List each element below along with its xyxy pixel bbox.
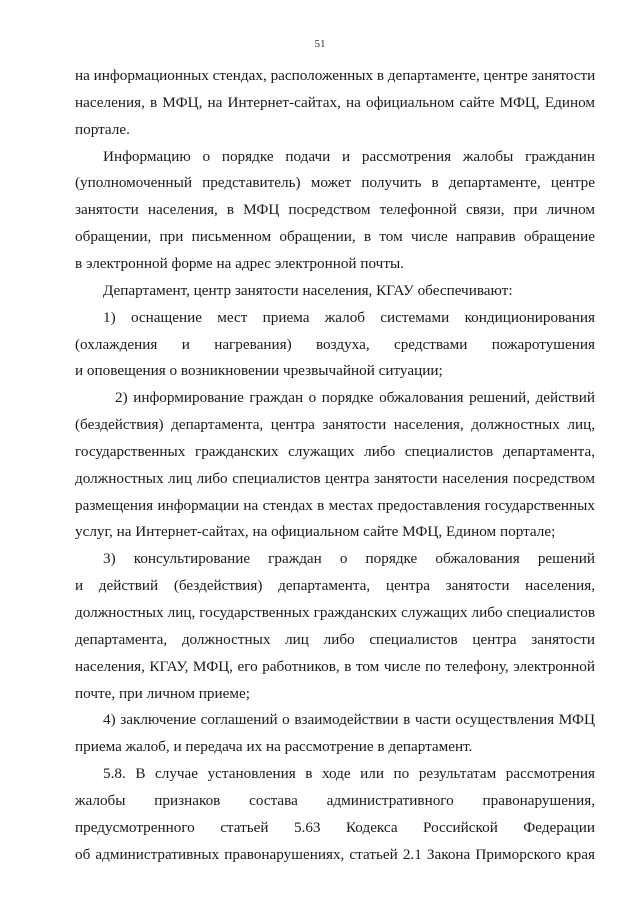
text-line: размещения информации на стендах в местах предоставления государственных xyxy=(75,496,595,514)
text-line: (охлаждения и нагревания) воздуха, средствами пожаротушения xyxy=(75,335,595,353)
text-line: государственных гражданских служащих либо специалистов департамента, xyxy=(75,442,595,460)
text-line: занятости населения, в МФЦ посредством телефонной связи, при личном xyxy=(75,201,595,219)
text-line: 4) заключение соглашений о взаимодействии в части осуществления МФЦ xyxy=(103,711,595,729)
text-line: на информационных стендах, расположенных в департаменте, центре занятости xyxy=(75,67,596,84)
text-line: и действий (бездействия) департамента, центра занятости населения, xyxy=(75,577,595,595)
text-line: приема жалоб, и передача их на рассмотрение в департамент. xyxy=(75,738,473,756)
text-line: Информацию о порядке подачи и рассмотрения жалобы гражданин xyxy=(103,147,595,165)
text-line: 5.8. В случае установления в ходе или по результатам рассмотрения xyxy=(103,765,595,783)
text-line: обращении, при письменном обращении, в том числе направив обращение xyxy=(75,228,595,246)
text-line: портале. xyxy=(75,120,130,138)
text-line: 1) оснащение мест приема жалоб системами кондиционирования xyxy=(103,308,595,326)
text-line: почте, при личном приеме; xyxy=(75,684,250,702)
text-line: (бездействия) департамента, центра занятости населения, должностных лиц, xyxy=(75,416,595,434)
text-line: должностных лиц, государственных гражданских служащих либо специалистов xyxy=(75,604,595,621)
text-line: Департамент, центр занятости населения, КГАУ обеспечивают: xyxy=(103,281,513,299)
text-line: и оповещения о возникновении чрезвычайной ситуации; xyxy=(75,362,443,380)
page-number: 51 xyxy=(314,38,326,50)
text-line: (уполномоченный представитель) может получить в департаменте, центре xyxy=(75,174,595,192)
text-line: предусмотренного статьей 5.63 Кодекса Российской Федерации xyxy=(75,818,595,836)
text-line: в электронной форме на адрес электронной почты. xyxy=(75,254,404,272)
text-line: жалобы признаков состава административного правонарушения, xyxy=(75,791,595,809)
text-line: департамента, должностных лиц либо специалистов центра занятости xyxy=(75,630,595,648)
text-line: услуг, на Интернет-сайтах, на официальном сайте МФЦ, Едином портале; xyxy=(75,523,556,541)
text-line: населения, КГАУ, МФЦ, его работников, в том числе по телефону, электронной xyxy=(75,657,595,675)
text-line: об административных правонарушениях, статьей 2.1 Закона Приморского края xyxy=(75,845,595,863)
text-line: 2) информирование граждан о порядке обжалования решений, действий xyxy=(115,389,595,407)
text-line: 3) консультирование граждан о порядке обжалования решений xyxy=(103,550,595,568)
text-line: должностных лиц либо специалистов центра занятости населения посредством xyxy=(75,469,595,487)
text-line: населения, в МФЦ, на Интернет-сайтах, на официальном сайте МФЦ, Едином xyxy=(75,93,595,111)
